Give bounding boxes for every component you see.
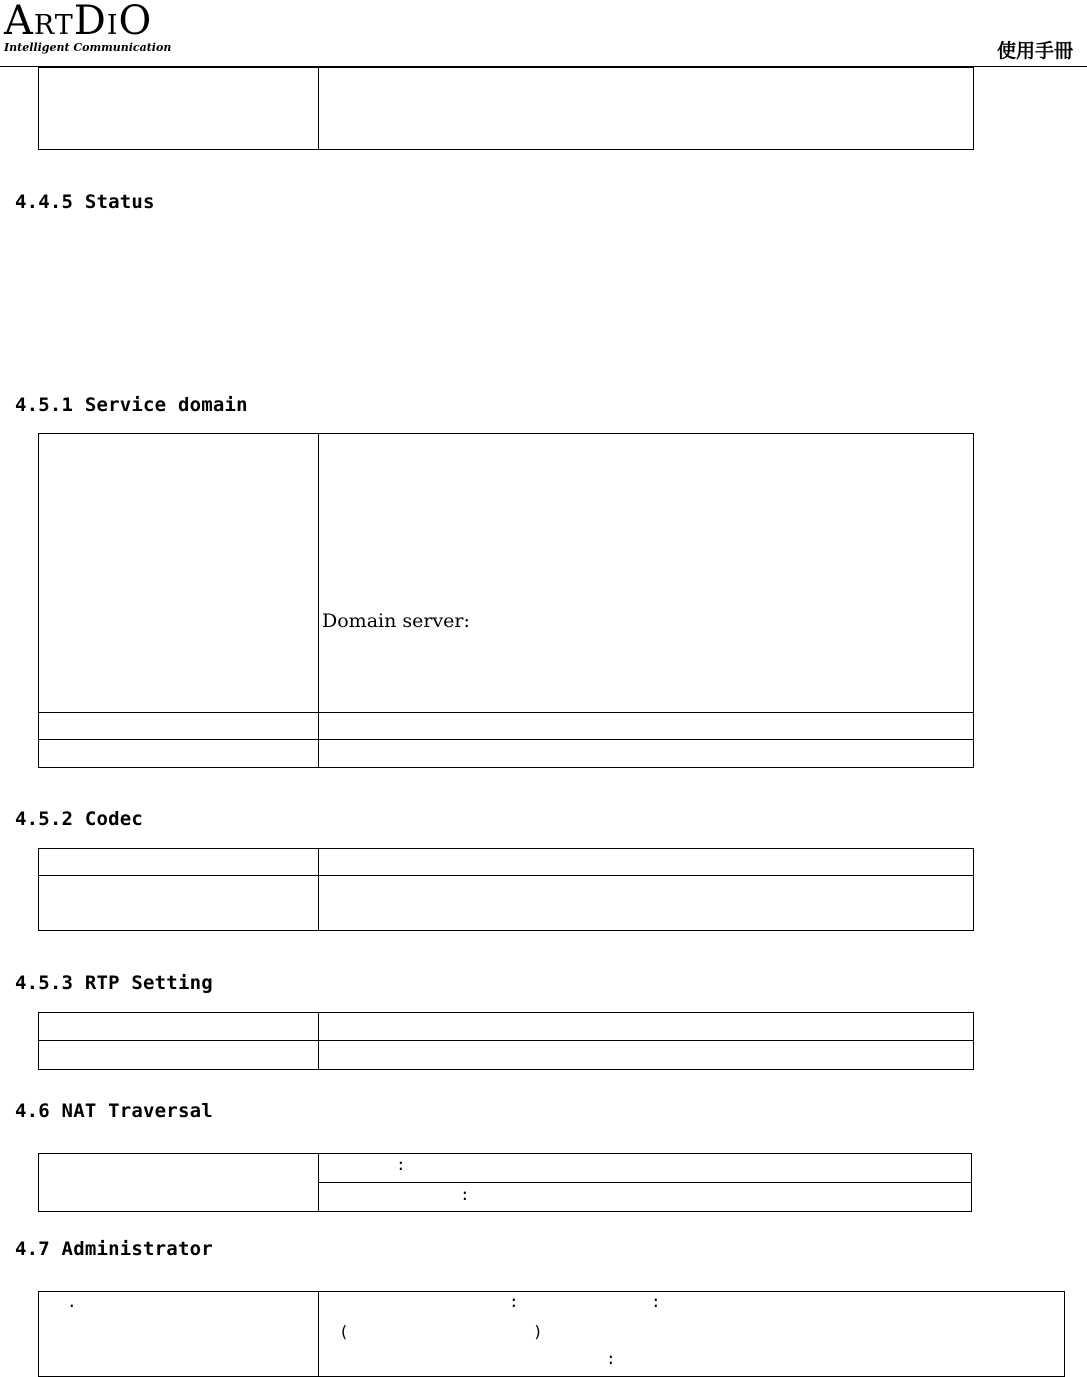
admin-paren-open: (	[339, 1322, 349, 1341]
administrator-table	[38, 1291, 1065, 1377]
table-cell	[319, 1041, 974, 1070]
table-cell	[39, 1013, 319, 1041]
table-cell	[39, 876, 319, 931]
table-cell	[319, 740, 974, 768]
admin-colon-2: :	[651, 1292, 661, 1311]
section-heading-administrator: 4.7 Administrator	[15, 1238, 213, 1260]
section-heading-nat-traversal: 4.6 NAT Traversal	[15, 1100, 213, 1122]
top-continuation-table	[38, 67, 974, 150]
domain-server-label: Domain server:	[322, 610, 470, 632]
company-logo: ARTDIO	[4, 0, 153, 44]
logo-tagline: Intelligent Communication	[4, 41, 172, 54]
nat-row2-colon: :	[460, 1185, 470, 1204]
section-heading-codec: 4.5.2 Codec	[15, 808, 144, 830]
nat-row1-colon: :	[396, 1155, 406, 1174]
table-cell	[39, 68, 319, 150]
nat-traversal-table	[38, 1153, 972, 1212]
table-cell	[39, 434, 319, 713]
table-cell	[319, 1292, 1065, 1377]
table-cell	[319, 1154, 972, 1183]
table-cell	[319, 713, 974, 740]
manual-title: 使用手冊	[996, 40, 1073, 62]
section-heading-rtp-setting: 4.5.3 RTP Setting	[15, 972, 213, 994]
rtp-setting-table	[38, 1012, 974, 1070]
table-cell	[319, 849, 974, 876]
table-cell	[319, 876, 974, 931]
table-cell	[319, 68, 974, 150]
table-cell	[319, 1183, 972, 1212]
table-cell	[319, 1013, 974, 1041]
table-cell	[39, 1041, 319, 1070]
table-cell	[39, 713, 319, 740]
admin-colon-3: :	[606, 1349, 616, 1368]
table-cell	[39, 1292, 319, 1377]
admin-colon-1: :	[509, 1292, 519, 1311]
admin-left-dot: .	[67, 1292, 77, 1311]
table-cell	[39, 740, 319, 768]
admin-paren-close: )	[533, 1322, 543, 1341]
codec-table	[38, 848, 974, 931]
service-domain-table	[38, 433, 974, 768]
section-heading-status: 4.4.5 Status	[15, 191, 155, 213]
table-cell	[39, 1154, 319, 1212]
section-heading-service-domain: 4.5.1 Service domain	[15, 394, 248, 416]
table-cell	[39, 849, 319, 876]
table-cell	[319, 434, 974, 713]
